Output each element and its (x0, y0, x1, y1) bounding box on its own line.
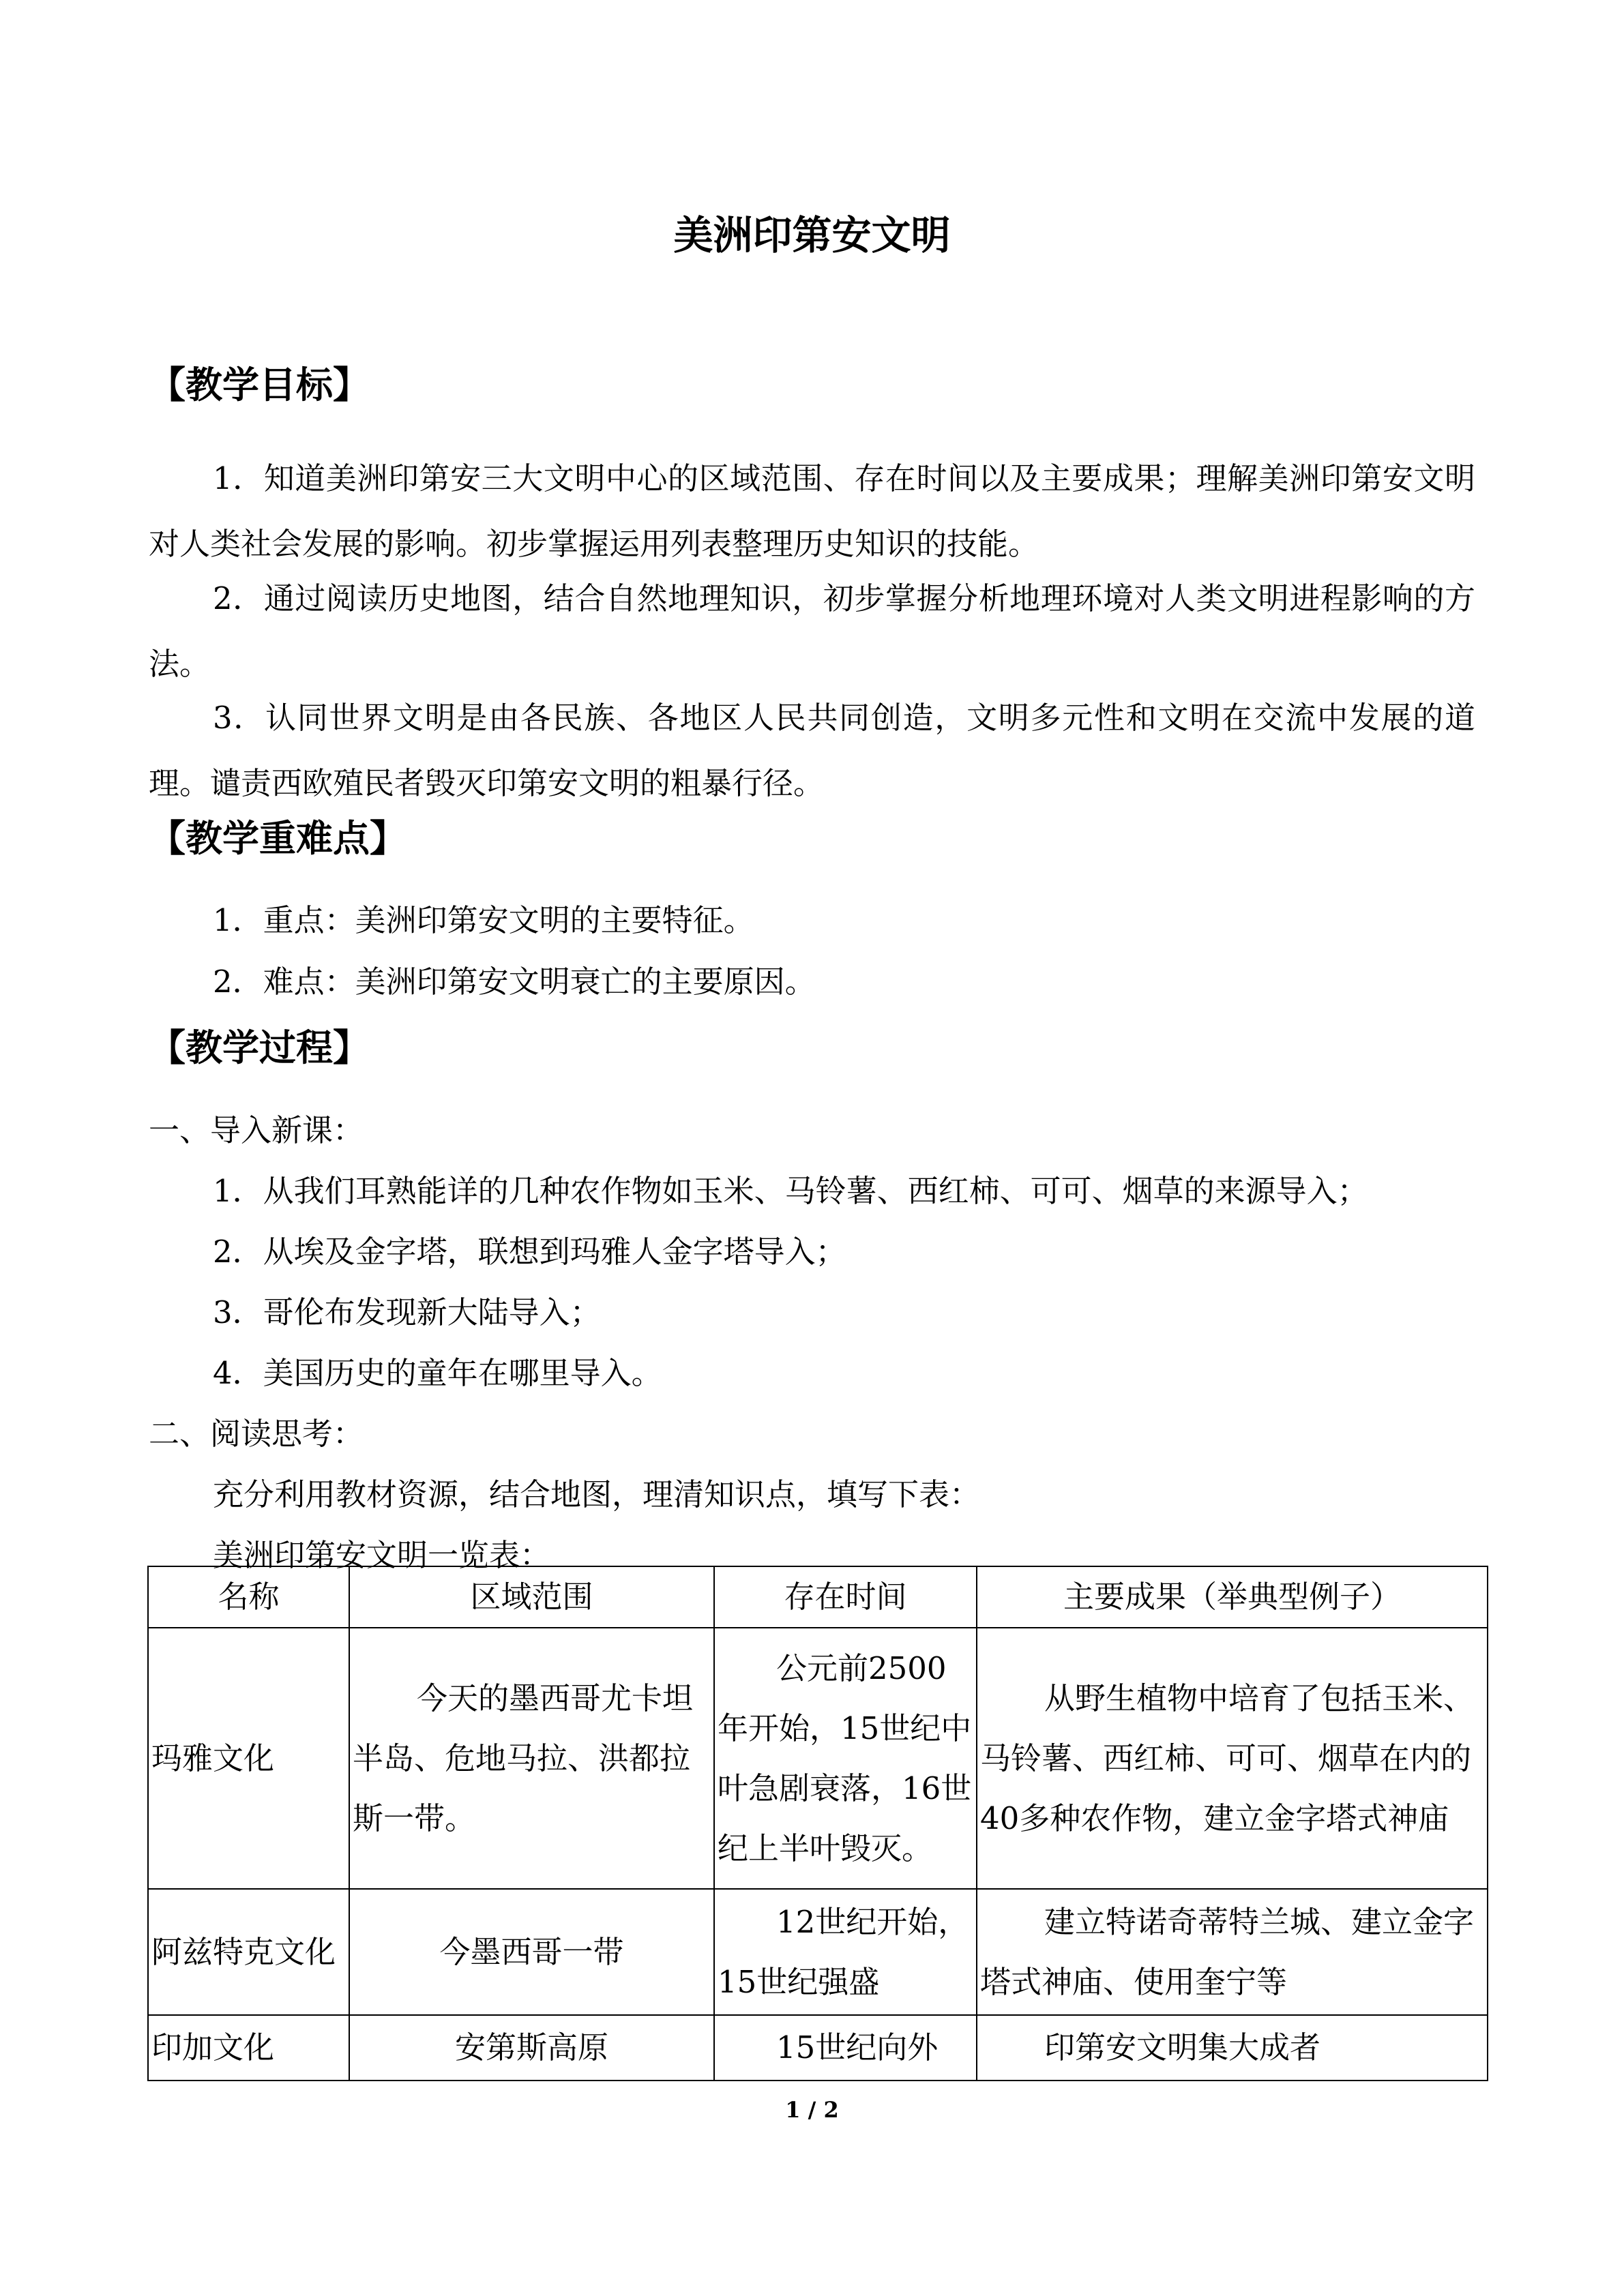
header-achievement: 主要成果（举典型例子） (977, 1566, 1488, 1628)
objective-item-1: 1．知道美洲印第安三大文明中心的区域范围、存在时间以及主要成果；理解美洲印第安文明对人类社会发展的影响。初步掌握运用列表整理历史知识的技能。 (149, 460, 1475, 562)
table-header-row (148, 1566, 1488, 1628)
cell-achievement: 印第安文明集大成者 (977, 2015, 1488, 2081)
intro-item-3: 3．哥伦布发现新大陆导入； (213, 1294, 601, 1330)
cell-achievement: 从野生植物中培育了包括玉米、马铃薯、西红柿、可可、烟草在内的40多种农作物，建立金字塔式神庙 (977, 1628, 1488, 1889)
cell-region: 今墨西哥一带 (349, 1889, 714, 2015)
intro-item-1: 1．从我们耳熟能详的几种农作物如玉米、马铃薯、西红柿、可可、烟草的来源导入； (213, 1173, 1368, 1209)
intro-item-2: 2．从埃及金字塔，联想到玛雅人金字塔导入； (213, 1234, 846, 1270)
table-row (148, 1889, 1488, 2015)
civilization-table (147, 1566, 1488, 2081)
key-point-item-2: 2．难点：美洲印第安文明衰亡的主要原因。 (213, 964, 816, 1000)
objectives-heading: 【教学目标】 (149, 363, 370, 406)
table-row (148, 2015, 1488, 2081)
table-caption: 美洲印第安文明一览表： (213, 1537, 551, 1573)
cell-name: 印加文化 (148, 2015, 349, 2081)
part1-label: 一、导入新课： (149, 1112, 364, 1148)
page-title: 美洲印第安文明 (673, 212, 951, 258)
cell-name: 玛雅文化 (148, 1628, 349, 1889)
cell-time: 公元前2500年开始，15世纪中叶急剧衰落，16世纪上半叶毁灭。 (714, 1628, 977, 1889)
header-time: 存在时间 (714, 1566, 977, 1628)
key-point-item-1: 1．重点：美洲印第安文明的主要特征。 (213, 902, 754, 938)
objective-item-3: 3．认同世界文明是由各民族、各地区人民共同创造，文明多元性和文明在交流中发展的道理。谴责西欧殖民者毁灭印第安文明的粗暴行径。 (149, 700, 1475, 801)
cell-achievement: 建立特诺奇蒂特兰城、建立金字塔式神庙、使用奎宁等 (977, 1889, 1488, 2015)
cell-time: 15世纪向外 (714, 2015, 977, 2081)
key-points-heading: 【教学重难点】 (149, 817, 407, 860)
table-row (148, 1628, 1488, 1889)
part2-label: 二、阅读思考： (149, 1416, 364, 1452)
intro-item-4: 4．美国历史的童年在哪里导入。 (213, 1355, 662, 1391)
cell-time: 12世纪开始，15世纪强盛 (714, 1889, 977, 2015)
cell-name: 阿兹特克文化 (148, 1889, 349, 2015)
part2-instruction: 充分利用教材资源，结合地图，理清知识点，填写下表： (213, 1476, 981, 1512)
objective-item-2: 2．通过阅读历史地图，结合自然地理知识，初步掌握分析地理环境对人类文明进程影响的方法。 (149, 580, 1475, 682)
page-number: 1 / 2 (785, 2097, 839, 2123)
process-heading: 【教学过程】 (149, 1026, 370, 1069)
header-region: 区域范围 (349, 1566, 714, 1628)
cell-region: 安第斯高原 (349, 2015, 714, 2081)
cell-region: 今天的墨西哥尤卡坦半岛、危地马拉、洪都拉斯一带。 (349, 1628, 714, 1889)
header-name: 名称 (148, 1566, 349, 1628)
